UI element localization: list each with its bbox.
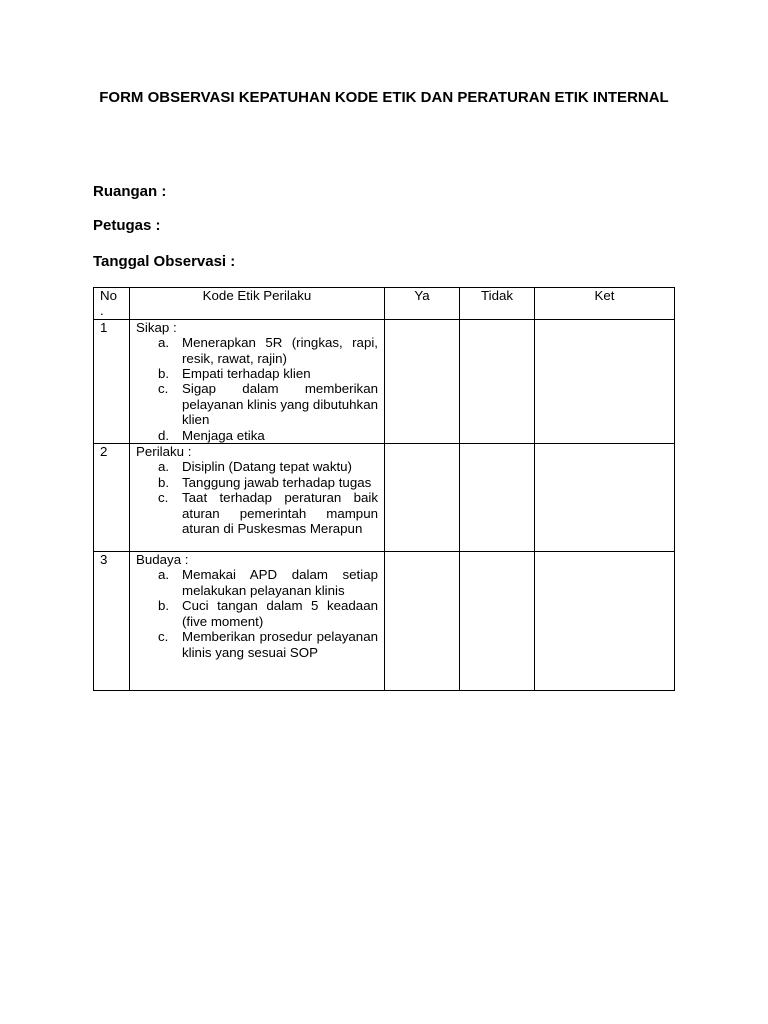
ruangan-label: Ruangan : xyxy=(93,183,167,200)
row-number: 3 xyxy=(94,552,130,691)
list-item: c. Memberikan prosedur pelayanan klinis yang sesuai SOP xyxy=(158,629,378,660)
row-number: 2 xyxy=(94,444,130,552)
row-number: 1 xyxy=(94,319,130,443)
category-label: Perilaku : xyxy=(136,444,192,460)
header-kode-etik: Kode Etik Perilaku xyxy=(130,288,385,320)
kode-etik-cell xyxy=(130,319,385,443)
list-item: b. Empati terhadap klien xyxy=(158,366,311,382)
list-item: a. Disiplin (Datang tepat waktu) xyxy=(158,459,352,475)
ya-cell[interactable] xyxy=(385,552,460,691)
form-title: FORM OBSERVASI KEPATUHAN KODE ETIK DAN PERATURAN ETIK INTERNAL xyxy=(99,89,669,106)
ket-cell[interactable] xyxy=(535,552,675,691)
list-item: d. Menjaga etika xyxy=(158,427,265,443)
table-row xyxy=(94,552,675,691)
category-label: Budaya : xyxy=(136,552,189,568)
ya-cell[interactable] xyxy=(385,444,460,552)
ket-cell[interactable] xyxy=(535,444,675,552)
list-item: a. Memakai APD dalam setiap melakukan pelayanan klinis xyxy=(158,567,378,598)
tidak-cell[interactable] xyxy=(460,319,535,443)
header-ket: Ket xyxy=(535,288,675,320)
kode-etik-cell xyxy=(130,552,385,691)
table-header-row xyxy=(94,288,675,320)
kode-etik-cell xyxy=(130,444,385,552)
list-item: a. Menerapkan 5R (ringkas, rapi, resik, rawat, rajin) xyxy=(158,335,378,366)
ket-cell[interactable] xyxy=(535,319,675,443)
list-item: b. Cuci tangan dalam 5 keadaan (five moment) xyxy=(158,598,378,629)
tanggal-observasi-label: Tanggal Observasi : xyxy=(93,253,236,270)
list-item: c. Taat terhadap peraturan baik aturan pemerintah mampun aturan di Puskesmas Merapun xyxy=(158,490,378,537)
tidak-cell[interactable] xyxy=(460,552,535,691)
list-item: b. Tanggung jawab terhadap tugas xyxy=(158,474,372,490)
header-tidak: Tidak xyxy=(460,288,535,320)
category-label: Sikap : xyxy=(136,319,177,335)
list-item: c. Sigap dalam memberikan pelayanan klinis yang dibutuhkan klien xyxy=(158,381,378,428)
petugas-label: Petugas : xyxy=(93,217,161,234)
tidak-cell[interactable] xyxy=(460,444,535,552)
ya-cell[interactable] xyxy=(385,319,460,443)
table-row xyxy=(94,444,675,552)
table-row xyxy=(94,319,675,443)
header-ya: Ya xyxy=(385,288,460,320)
observation-table xyxy=(93,287,675,691)
header-no: No . xyxy=(94,288,130,320)
